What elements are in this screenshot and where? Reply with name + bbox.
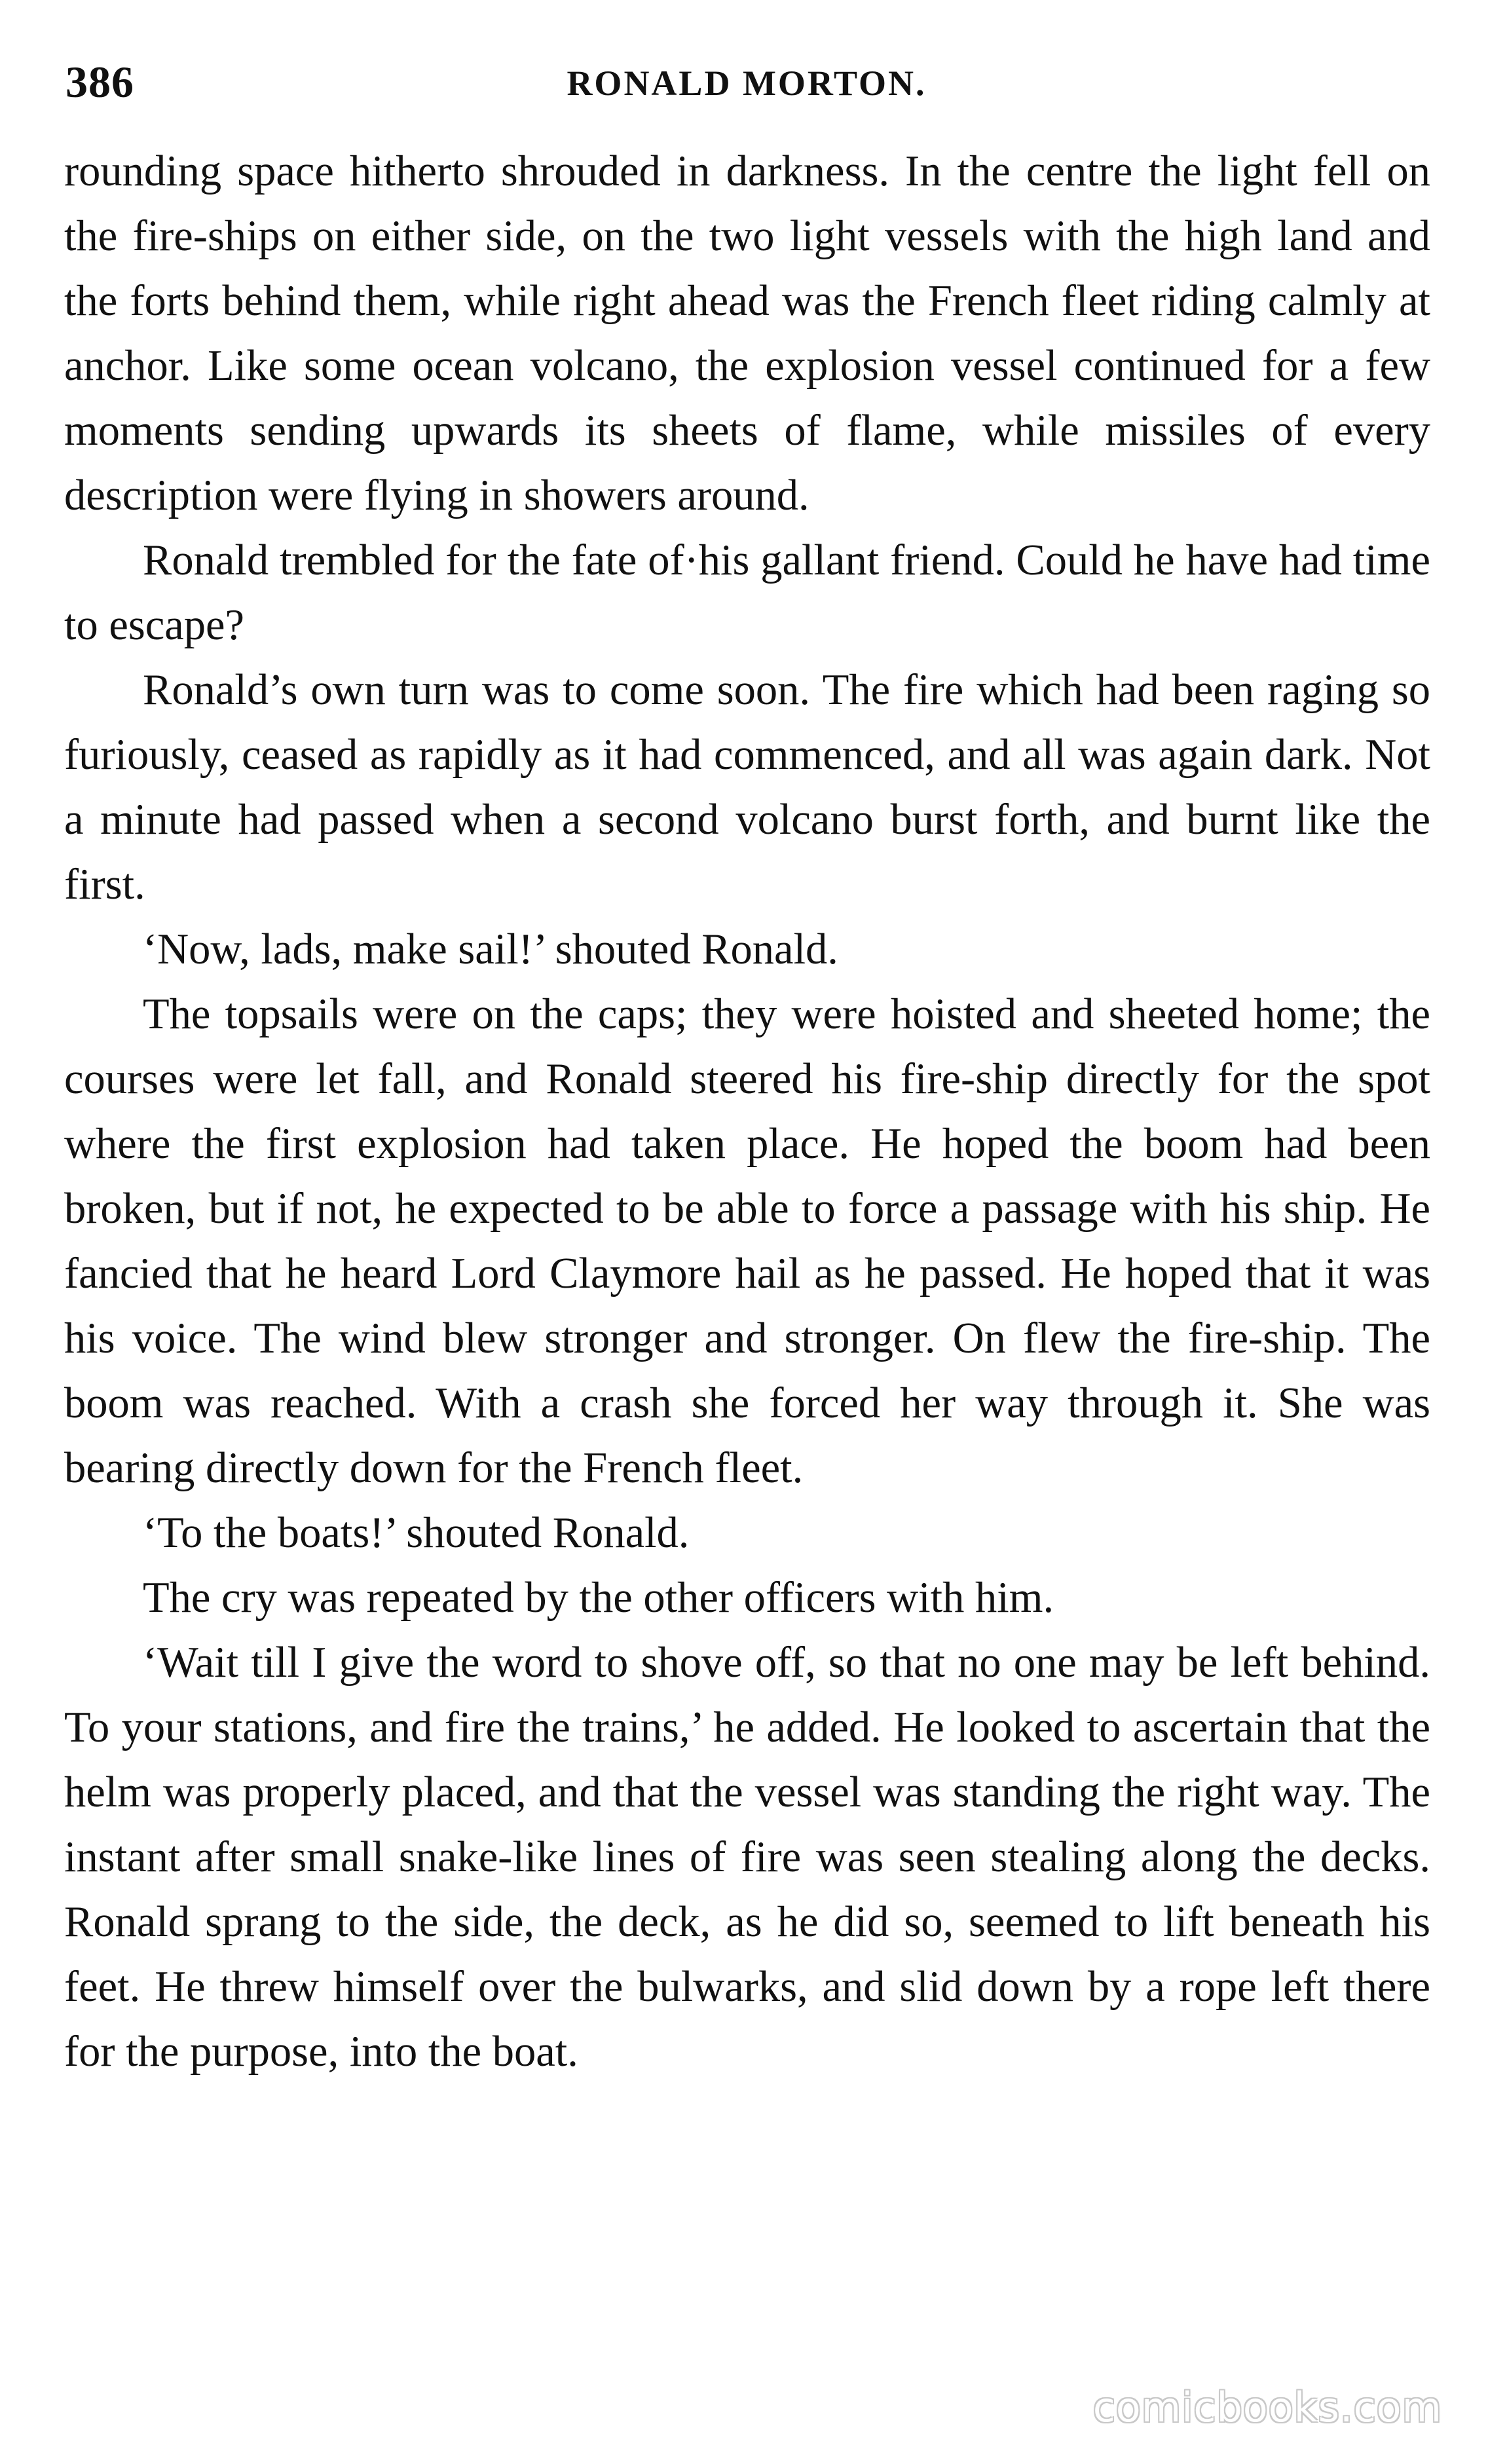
- paragraph: rounding space hitherto shrouded in darkness. In the centre the light fell on the fire-ships on either side, on the two light vessels with the high land and the forts behind them, while right ahead was the French fleet riding calmly at anchor. Like some ocean volcano, the explosion vessel continued for a few moments sending upwards its sheets of flame, while missiles of every description were flying in showers around.: [64, 147, 1430, 519]
- paragraph: The cry was repeated by the other officers with him.: [143, 1574, 1054, 1622]
- page-number: 386: [65, 57, 134, 107]
- running-head: RONALD MORTON.: [567, 64, 927, 103]
- paragraph: Ronald trembled for the fate of·his gallant friend. Could he have had time to escape?: [64, 536, 1430, 649]
- paragraph: ‘To the boats!’ shouted Ronald.: [143, 1509, 690, 1557]
- page-header: [65, 45, 1428, 123]
- body-text: [64, 139, 1430, 2084]
- paragraph: The topsails were on the caps; they were hoisted and sheeted home; the courses were let fall, and Ronald steered his fire-ship directly for the spot where the first explosion had taken place. He hoped the boom had been broken, but if not, he expected to be able to force a passage with his ship. He fancied that he heard Lord Claymore hail as he passed. He hoped that it was his voice. The wind blew stronger and stronger. On flew the fire-ship. The boom was reached. With a crash she forced her way through it. She was bearing directly down for the French fleet.: [64, 990, 1430, 1492]
- paragraph: Ronald’s own turn was to come soon. The fire which had been raging so furiously, ceased as rapidly as it had commenced, and all was again dark. Not a minute had passed when a second volcano burst forth, and burnt like the first.: [64, 666, 1430, 908]
- watermark: comicbooks.com: [1092, 2383, 1442, 2431]
- paragraph: ‘Wait till I give the word to shove off, so that no one may be left behind. To your stations, and fire the trains,’ he added. He looked to ascertain that the helm was properly placed, and that the vessel was standing the right way. The instant after small snake-like lines of fire was seen stealing along the decks. Ronald sprang to the side, the deck, as he did so, seemed to lift beneath his feet. He threw himself over the bulwarks, and slid down by a rope left there for the purpose, into the boat.: [64, 1639, 1430, 2076]
- paragraph: ‘Now, lads, make sail!’ shouted Ronald.: [143, 925, 838, 973]
